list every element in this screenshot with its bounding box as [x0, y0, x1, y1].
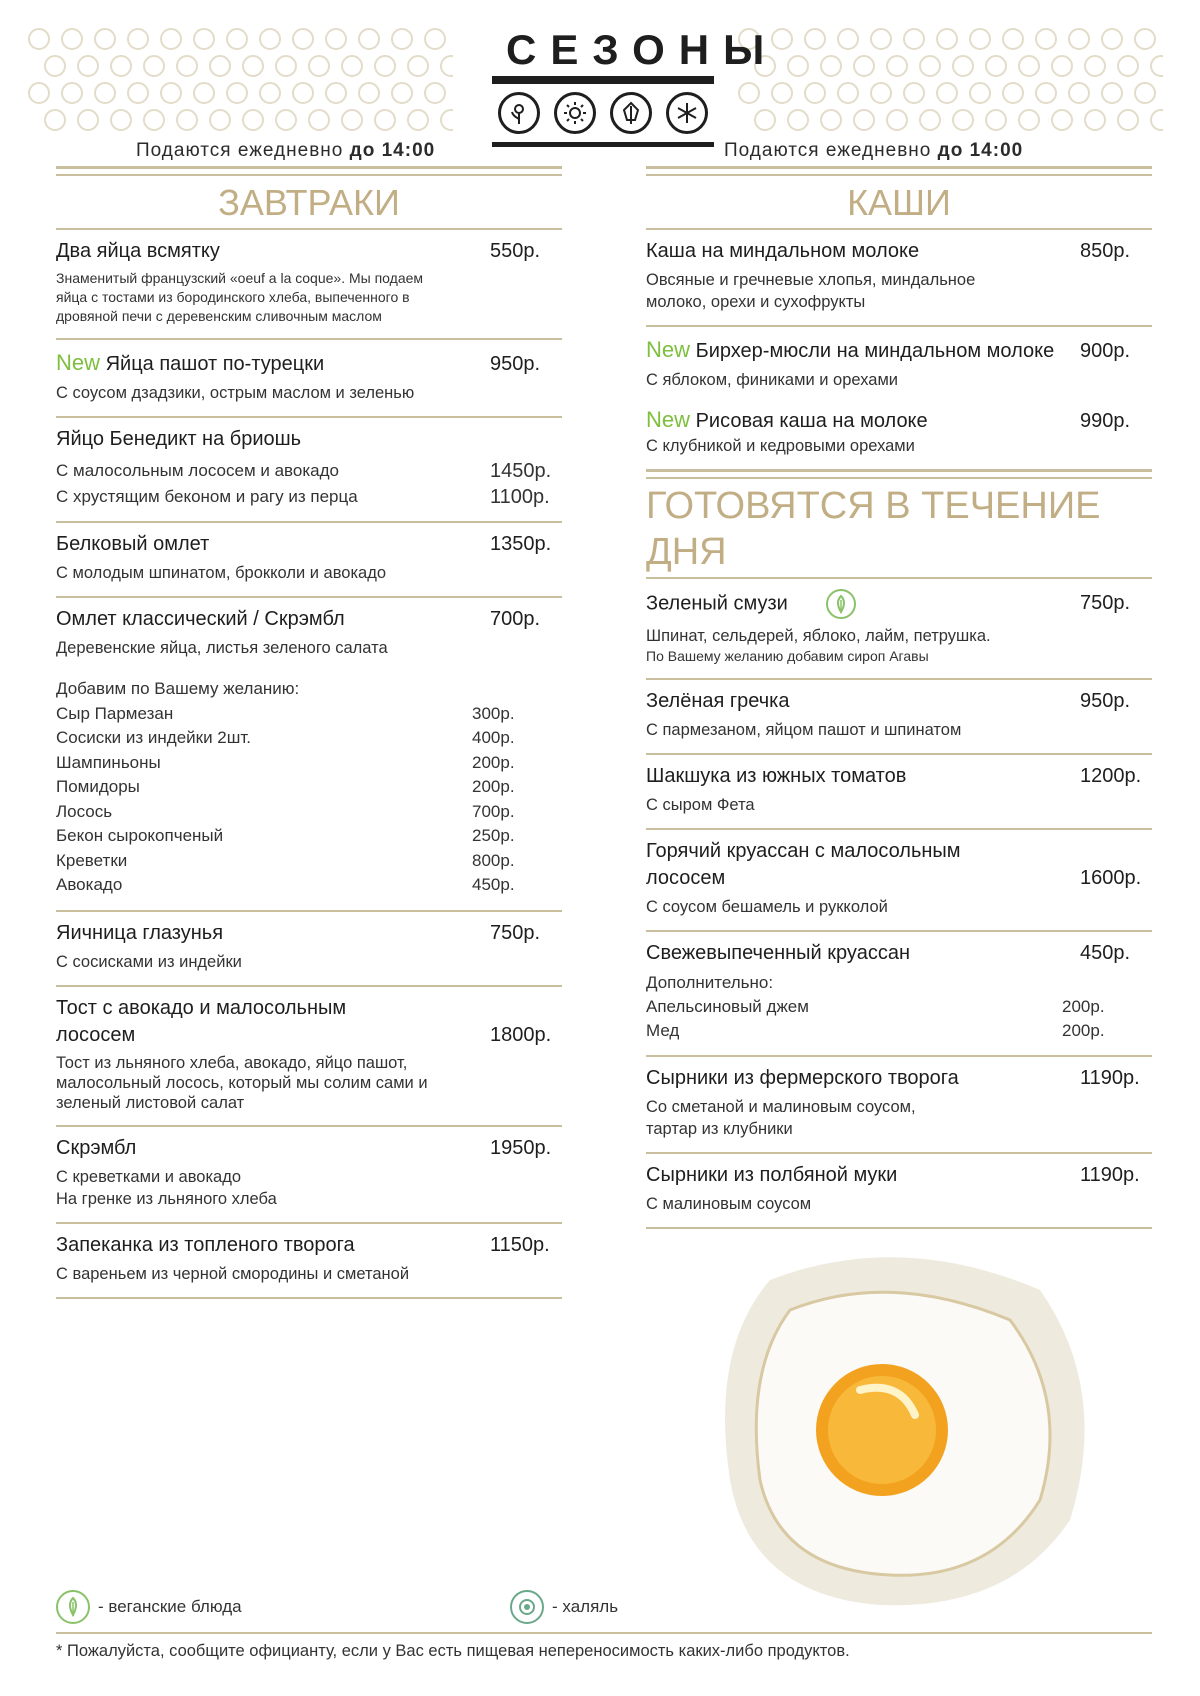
decorative-dot — [837, 28, 859, 50]
served-note-left — [136, 140, 435, 162]
decorative-dot — [226, 28, 248, 50]
decorative-dot — [870, 28, 892, 50]
menu-item — [56, 987, 562, 1125]
item-price: 1150р. — [490, 1233, 550, 1256]
addon-label: Лосось — [56, 801, 113, 821]
option-label: С хрустящим беконом и рагу из перца — [56, 487, 358, 506]
decorative-dot — [1035, 28, 1057, 50]
menu-item — [56, 230, 562, 338]
item-description: На гренке из льняного хлеба — [56, 1189, 277, 1208]
decorative-dot — [209, 109, 231, 131]
addon-row — [56, 873, 562, 898]
addon-row — [56, 726, 562, 751]
item-price: 1200р. — [1080, 765, 1142, 787]
menu-item — [56, 1224, 562, 1297]
section-rule — [56, 174, 562, 176]
decorative-dot — [160, 82, 182, 104]
addon-label: Сыр Пармезан — [56, 703, 174, 723]
decorative-dot — [969, 82, 991, 104]
footer-allergy-note: * Пожалуйста, сообщите официанту, если у Вас есть пищевая непереносимость каких-либо продуктов. — [56, 1642, 850, 1660]
decorative-dot — [341, 55, 363, 77]
decorative-dot — [771, 82, 793, 104]
decorative-dot — [787, 109, 809, 131]
item-description: С сыром Фета — [646, 796, 755, 814]
addon-row — [56, 824, 562, 849]
addon-row — [56, 775, 562, 800]
decorative-dot — [870, 82, 892, 104]
item-option — [56, 459, 562, 483]
decorative-dot — [820, 55, 842, 77]
decorative-dot — [804, 28, 826, 50]
decorative-dot — [936, 28, 958, 50]
addon-price: 200р. — [1062, 997, 1105, 1016]
decorative-dot — [127, 28, 149, 50]
item-name: Тост с авокадо и малосольным — [56, 996, 347, 1019]
item-description: Знаменитый французский «oeuf a la coque». Мы подаем яйца с тостами из бородинского хлеба, выпеченного в дровяной печи с деревенским сливочным маслом — [56, 270, 424, 324]
brand-bar-bottom — [492, 142, 714, 147]
item-description: Деревенские яйца, листья зеленого салата — [56, 639, 388, 657]
item-description: С пармезаном, яйцом пашот и шпинатом — [646, 721, 962, 739]
option-price: 1100р. — [490, 486, 550, 508]
menu-item — [56, 418, 562, 521]
item-description: С соусом дзадзики, острым маслом и зеленью — [56, 384, 415, 402]
decorative-dot — [903, 82, 925, 104]
brand-title: СЕЗОНЫ — [506, 26, 779, 73]
item-description: С креветками и авокадо — [56, 1167, 242, 1186]
item-option — [56, 485, 562, 509]
item-price: 850р. — [1080, 240, 1131, 262]
summer-sun-icon — [554, 92, 596, 134]
decorative-dot — [804, 82, 826, 104]
fried-egg-illustration — [710, 1240, 1100, 1620]
new-badge: New — [646, 407, 691, 432]
decorative-dot — [193, 82, 215, 104]
decorative-dot-pattern-right — [738, 28, 1163, 140]
decorative-dot — [77, 109, 99, 131]
item-description: С яблоком, финиками и орехами — [646, 371, 899, 389]
item-price: 750р. — [490, 921, 541, 944]
addon-price: 300р. — [472, 703, 515, 723]
menu-item — [646, 579, 1152, 678]
item-name: Каша на миндальном молоке — [646, 240, 920, 262]
menu-item — [646, 1057, 1152, 1152]
addon-price: 700р. — [472, 801, 515, 821]
winter-snowflake-icon — [666, 92, 708, 134]
decorative-dot-pattern-left — [28, 28, 453, 140]
decorative-dot — [754, 109, 776, 131]
item-name: Сырники из фермерского творога — [646, 1067, 959, 1089]
decorative-dot — [242, 109, 264, 131]
decorative-dot — [820, 109, 842, 131]
decorative-dot — [1002, 28, 1024, 50]
item-price: 550р. — [490, 240, 541, 262]
decorative-dot — [226, 82, 248, 104]
legend-halal-label: - халяль — [552, 1597, 619, 1616]
item-price: 1190р. — [1080, 1067, 1140, 1089]
decorative-dot — [275, 55, 297, 77]
item-price: 950р. — [1080, 690, 1131, 712]
decorative-dot — [919, 55, 941, 77]
decorative-dot — [325, 28, 347, 50]
decorative-dot — [1084, 55, 1106, 77]
decorative-dot — [1068, 82, 1090, 104]
item-name-cont: лососем — [56, 1023, 136, 1046]
served-prefix: Подаются ежедневно — [136, 140, 344, 161]
decorative-dot — [1084, 109, 1106, 131]
decorative-dot — [341, 109, 363, 131]
decorative-dot — [936, 82, 958, 104]
addon-label: Мед — [646, 1021, 680, 1040]
decorative-dot — [1117, 55, 1139, 77]
menu-item — [56, 340, 562, 416]
item-description: С малиновым соусом — [646, 1195, 812, 1213]
decorative-dot — [308, 55, 330, 77]
option-price: 1450р. — [490, 460, 552, 482]
item-name: Омлет классический / Скрэмбл — [56, 608, 345, 630]
item-name: Яичница глазунья — [56, 921, 224, 944]
footer-divider — [56, 1632, 1152, 1634]
item-price: 1190р. — [1080, 1164, 1140, 1186]
porridge-section — [646, 166, 1152, 1229]
addon-row — [56, 751, 562, 776]
decorative-dot — [1035, 82, 1057, 104]
addon-label: Бекон сырокопченый — [56, 826, 224, 845]
section-rule — [56, 166, 562, 169]
menu-item — [56, 523, 562, 596]
item-price: 700р. — [490, 608, 541, 630]
decorative-dot — [94, 82, 116, 104]
decorative-dot — [94, 28, 116, 50]
decorative-dot — [77, 55, 99, 77]
decorative-dot — [440, 55, 453, 77]
item-description: С соусом бешамель и рукколой — [646, 898, 888, 916]
menu-item — [646, 327, 1152, 403]
decorative-dot — [1134, 82, 1156, 104]
decorative-dot — [1018, 55, 1040, 77]
decorative-dot — [407, 109, 429, 131]
menu-item — [646, 230, 1152, 325]
item-description: С вареньем из черной смородины и сметаной — [56, 1264, 410, 1283]
decorative-dot — [374, 55, 396, 77]
decorative-dot — [919, 109, 941, 131]
item-name: Горячий круассан с малосольным — [646, 840, 961, 862]
decorative-dot — [407, 55, 429, 77]
item-description: С сосисками из индейки — [56, 952, 242, 971]
decorative-dot — [275, 109, 297, 131]
decorative-dot — [1018, 109, 1040, 131]
item-name-cont: лососем — [646, 867, 726, 889]
addon-price: 400р. — [472, 728, 515, 747]
decorative-dot — [952, 109, 974, 131]
section-title: ЗАВТРАКИ — [218, 182, 400, 223]
decorative-dot — [143, 55, 165, 77]
decorative-dot — [325, 82, 347, 104]
addon-row — [646, 1019, 1152, 1043]
new-badge: New — [646, 337, 691, 362]
decorative-dot — [160, 28, 182, 50]
addon-label: Апельсиновый джем — [646, 997, 809, 1016]
decorative-dot — [391, 28, 413, 50]
decorative-dot — [176, 55, 198, 77]
addon-label: Авокадо — [56, 875, 123, 894]
legend-vegan-label: - веганские блюда — [98, 1597, 242, 1616]
section-title: КАШИ — [847, 182, 951, 223]
item-price: 950р. — [490, 353, 541, 375]
served-prefix: Подаются ежедневно — [724, 140, 932, 161]
addon-label: Шампиньоны — [56, 752, 161, 772]
decorative-dot — [969, 28, 991, 50]
item-description: Со сметаной и малиновым соусом, — [646, 1098, 916, 1116]
addon-row — [56, 849, 562, 874]
decorative-dot — [308, 109, 330, 131]
decorative-dot — [738, 82, 760, 104]
decorative-dot — [952, 55, 974, 77]
item-price: 990р. — [1080, 410, 1131, 432]
section-rule — [646, 174, 1152, 176]
vegan-leaf-icon — [56, 1590, 90, 1624]
divider — [56, 1297, 562, 1299]
item-description: С молодым шпинатом, брокколи и авокадо — [56, 564, 387, 582]
addon-price: 200р. — [472, 752, 515, 772]
decorative-dot — [110, 55, 132, 77]
decorative-dot — [374, 109, 396, 131]
item-name: Шакшука из южных томатов — [646, 765, 907, 787]
item-name: Рисовая каша на молоке — [695, 410, 928, 432]
addon-price: 200р. — [472, 777, 515, 796]
decorative-dot — [193, 28, 215, 50]
decorative-dot — [358, 82, 380, 104]
option-label: С малосольным лососем и авокадо — [56, 461, 339, 480]
decorative-dot — [886, 109, 908, 131]
decorative-dot — [391, 82, 413, 104]
decorative-dot — [1051, 109, 1073, 131]
item-note: По Вашему желанию добавим сироп Агавы — [646, 648, 929, 664]
addon-price: 250р. — [472, 826, 515, 845]
item-price: 1800р. — [490, 1023, 552, 1046]
addon-price: 800р. — [472, 850, 515, 870]
decorative-dot — [143, 109, 165, 131]
served-note-right — [724, 140, 1023, 162]
decorative-dot — [259, 82, 281, 104]
legend-vegan — [56, 1590, 242, 1624]
item-name: Свежевыпеченный круассан — [646, 942, 910, 964]
item-description: Овсяные и гречневые хлопья, миндальное молоко, орехи и сухофрукты — [646, 271, 976, 311]
decorative-dot — [903, 28, 925, 50]
decorative-dot — [886, 55, 908, 77]
decorative-dot — [127, 82, 149, 104]
brand-logo — [492, 26, 779, 147]
item-name: Яйца пашот по-турецки — [105, 353, 325, 375]
spring-flower-icon — [498, 92, 540, 134]
item-description: С клубникой и кедровыми орехами — [646, 437, 915, 455]
section-rule — [646, 477, 1152, 479]
decorative-dot — [1068, 28, 1090, 50]
decorative-dot — [1150, 55, 1163, 77]
item-description: Шпинат, сельдерей, яблоко, лайм, петрушка. — [646, 627, 991, 645]
menu-item — [646, 755, 1152, 828]
item-name: Скрэмбл — [56, 1136, 137, 1159]
item-name: Бирхер-мюсли на миндальном молоке — [695, 340, 1055, 362]
decorative-dot — [985, 109, 1007, 131]
decorative-dot — [1101, 28, 1123, 50]
breakfast-section — [56, 166, 562, 1299]
decorative-dot — [44, 55, 66, 77]
decorative-dot — [424, 28, 446, 50]
decorative-dot — [1002, 82, 1024, 104]
addon-price: 450р. — [472, 875, 515, 894]
served-time: до 14:00 — [937, 140, 1024, 161]
served-time: до 14:00 — [349, 140, 436, 161]
menu-item — [646, 932, 1152, 1055]
decorative-dot — [1051, 55, 1073, 77]
menu-item — [56, 912, 562, 985]
new-badge: New — [56, 350, 101, 375]
vegan-leaf-icon — [826, 589, 856, 619]
item-name: Яйцо Бенедикт на бриошь — [56, 428, 302, 450]
decorative-dot — [1150, 109, 1163, 131]
addon-label: Помидоры — [56, 777, 140, 796]
decorative-dot — [61, 28, 83, 50]
decorative-dot — [787, 55, 809, 77]
autumn-leaf-icon — [610, 92, 652, 134]
decorative-dot — [209, 55, 231, 77]
decorative-dot — [985, 55, 1007, 77]
item-name: Сырники из полбяной муки — [646, 1164, 898, 1186]
decorative-dot — [853, 109, 875, 131]
addons-list — [56, 677, 562, 898]
decorative-dot — [1134, 28, 1156, 50]
decorative-dot — [837, 82, 859, 104]
decorative-dot — [440, 109, 453, 131]
menu-item — [646, 403, 1152, 469]
item-price: 1950р. — [490, 1136, 552, 1159]
addon-label: Сосиски из индейки 2шт. — [56, 728, 252, 747]
item-description: тартар из клубники — [646, 1120, 793, 1138]
brand-bar — [492, 76, 714, 84]
menu-item — [646, 1154, 1152, 1227]
decorative-dot — [853, 55, 875, 77]
menu-item — [646, 830, 1152, 930]
decorative-dot — [358, 28, 380, 50]
item-price: 1600р. — [1080, 867, 1142, 889]
decorative-dot — [61, 82, 83, 104]
item-price: 1350р. — [490, 533, 552, 555]
addons-title: Добавим по Вашему желанию: — [56, 679, 300, 698]
addon-price: 200р. — [1062, 1021, 1105, 1040]
menu-item — [56, 1127, 562, 1222]
decorative-dot — [28, 82, 50, 104]
halal-seal-icon — [510, 1590, 544, 1624]
decorative-dot — [292, 28, 314, 50]
item-name: Зелёная гречка — [646, 690, 790, 712]
item-name: Запеканка из топленого творога — [56, 1233, 355, 1256]
menu-item — [56, 598, 562, 910]
divider — [646, 1227, 1152, 1229]
decorative-dot — [110, 109, 132, 131]
decorative-dot — [28, 28, 50, 50]
addon-row — [56, 702, 562, 727]
decorative-dot — [259, 28, 281, 50]
item-name: Два яйца всмятку — [56, 240, 220, 262]
legend-halal — [510, 1590, 618, 1624]
decorative-dot — [292, 82, 314, 104]
menu-item — [646, 680, 1152, 753]
section-title-allday: ГОТОВЯТСЯ В ТЕЧЕНИЕ ДНЯ — [646, 485, 1101, 573]
addon-row — [56, 800, 562, 825]
decorative-dot — [242, 55, 264, 77]
decorative-dot — [1101, 82, 1123, 104]
item-name: Белковый омлет — [56, 533, 210, 555]
decorative-dot — [44, 109, 66, 131]
item-name: Зеленый смузи — [646, 592, 788, 615]
decorative-dot — [1117, 109, 1139, 131]
addon-label: Креветки — [56, 850, 128, 870]
addon-row — [646, 995, 1152, 1019]
addons-title: Дополнительно: — [646, 973, 774, 992]
item-price: 750р. — [1080, 592, 1131, 615]
decorative-dot — [424, 82, 446, 104]
item-price: 900р. — [1080, 340, 1131, 362]
section-rule — [646, 469, 1152, 472]
section-rule — [646, 166, 1152, 169]
addons-list — [646, 971, 1152, 1043]
item-price: 450р. — [1080, 942, 1131, 964]
item-description: Тост из льняного хлеба, авокадо, яйцо пашот, малосольный лосось, который мы солим сами и зеленый листовой салат — [56, 1053, 428, 1112]
decorative-dot — [176, 109, 198, 131]
